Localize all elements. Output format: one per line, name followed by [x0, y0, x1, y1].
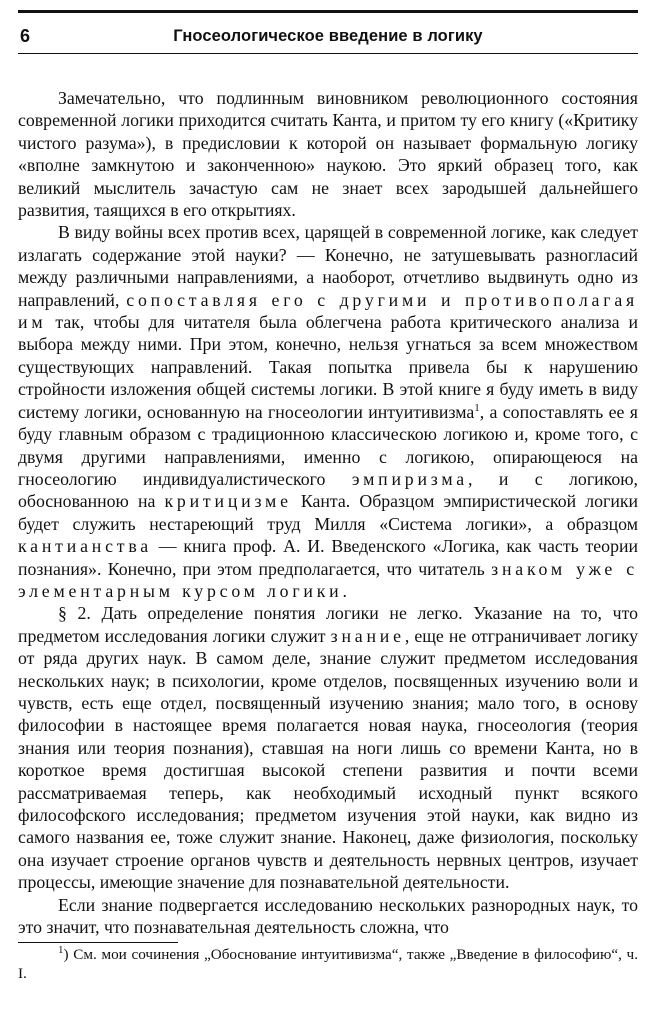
paragraph-2-text-d: , и с логикою, обоснованною на — [18, 468, 638, 512]
emphasis-spaced: эмпиризма — [351, 468, 468, 489]
footnote-rule — [18, 942, 178, 943]
paragraph-3-text-b: , еще не отграничивает логику от ряда других наук. В самом деле, знание служит предметом исследования нескольких наук; в психологии, кроме отделов, посвященных изучению воли и чувств, есть еще отдел, посвященный изучению знания; мало того, в основу философии в настоящее время полагается новая наука, гносеология (теория знания или теория познания), ставшая на ноги лишь со времени Канта, но в короткое время достигшая высокой степени развития и почти всеми рассматриваемая теперь, как необходимый исходный пункт всякого философского исследования; предметом изучения этой науки, как видно из самого названия ее, тоже служит знание. Наконец, даже физиология, поскольку она изучает строение органов чувств и деятельность нервных центров, изучает процессы, имеющие значение для познавательной деятельности. — [18, 625, 638, 893]
page-number: 6 — [20, 26, 31, 46]
footnote-text: ) См. мои сочинения „Обоснование интуитивизма“, также „Введение в философию“, ч. I. — [18, 946, 638, 983]
paragraph-4-text: Если знание подвергается исследованию нескольких разнородных наук, то это значит, что познавательная деятельность сложна, что — [18, 894, 638, 938]
running-title: Гносеологическое введение в логику — [173, 27, 483, 45]
book-page — [18, 10, 638, 983]
emphasis-spaced: кантианства — [18, 536, 152, 557]
paragraph-1 — [18, 87, 638, 221]
footnote-mark: 1 — [58, 944, 64, 957]
paragraph-2-text-f: — книга проф. А. И. Введенского «Логика, как часть теории познания». Конечно, при этом предполагается, что читатель — [18, 536, 638, 579]
paragraph-3 — [18, 602, 638, 893]
paragraph-2 — [18, 221, 638, 602]
emphasis-spaced: критицизме — [164, 491, 292, 512]
paragraph-1-text: Замечательно, что подлинным виновником революционного состояния современной логики приходится считать Канта, и притом ту его книгу («Критику чистого разума»), в предисловии к которой он называет формальную логику «вполне замкнутою и законченною» наукою. Это яркий образец того, как великий мыслитель зачастую сам не знает всех зародышей дальнейшего развития, таящихся в его открытиях. — [18, 88, 638, 221]
paragraph-2-text-a: В виду войны всех против всех, царящей в современной логике, как следует излагать содержание этой науки? — Конечно, не затушевывать разногласий между различными направлениями, а наоборот, отчетливо выдвинуть одно из направлений, — [18, 222, 638, 310]
page-header — [18, 10, 638, 53]
footnote — [18, 945, 638, 983]
body-text — [18, 87, 638, 983]
paragraph-3-text-a: § 2. Дать определение понятия логики не легко. Указание на то, что предметом исследования логики служит — [18, 603, 638, 646]
paragraph-2-text-e: Канта. Образцом эмпиристической логики будет служить нестареющий труд Милля «Система логики», а образцом — [18, 491, 638, 534]
paragraph-2-text-c: , а сопоставлять ее я буду главным образом с традиционною классическою логикою и, кроме того, с двумя другими направлениями, именно с логикою, опирающеюся на гносеологию индивидуалистического — [18, 401, 638, 489]
paragraph-2-text-b: так, чтобы для читателя была облегчена работа критического анализа и выбора между ними. При этом, конечно, нельзя угнаться за всем множеством существующих направлений. Такая попытка привела бы к нарушению стройности изложения общей системы логики. В этой книге я буду иметь в виду систему логики, основанную на гносеологии интуитивизма — [18, 312, 638, 422]
paragraph-4 — [18, 894, 638, 939]
footnote-reference: 1 — [474, 401, 480, 414]
emphasis-spaced: сопоставляя его с другими и противополагая им — [18, 289, 638, 333]
emphasis-spaced: знаком уже с элементарным курсом логики — [18, 558, 638, 601]
paragraph-2-text-g: . — [342, 580, 347, 601]
header-rule — [18, 53, 638, 54]
emphasis-spaced: знание — [330, 625, 405, 646]
